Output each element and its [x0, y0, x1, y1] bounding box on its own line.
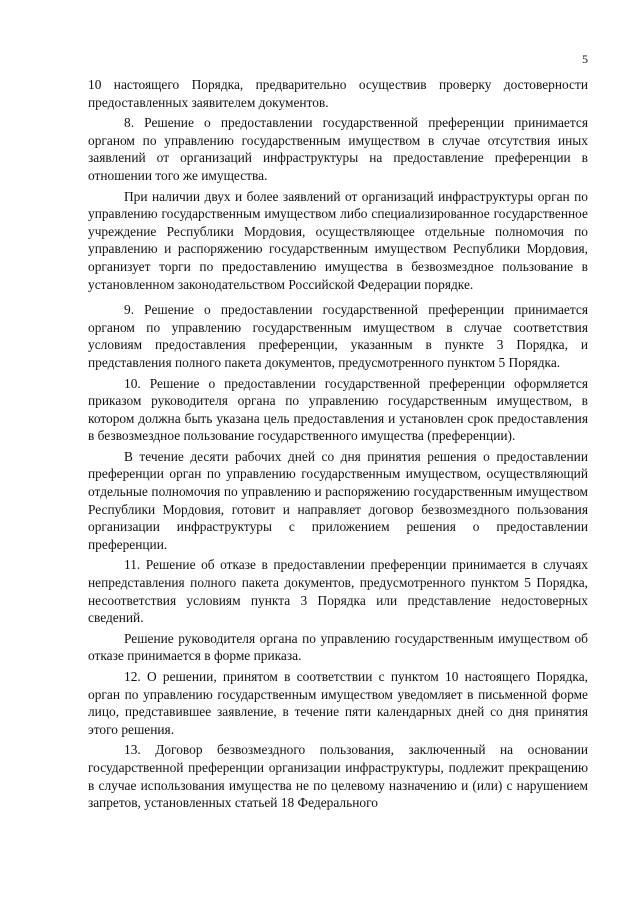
document-body — [88, 76, 588, 815]
paragraph-item-13: 13. Договор безвозмездного пользования, заключенный на основании государственной преференции организации инфраструктуры, подлежит прекращению в случае использования имущества не по целевому назначению и (или) с нарушением запретов, установленных статьей 18 Федерального — [88, 742, 588, 811]
paragraph-item-12: 12. О решении, принятом в соответствии с пунктом 10 настоящего Порядка, орган по управлению государственным имуществом уведомляет в письменной форме лицо, представившее заявление, в течение пяти календарных дней со дня принятия этого решения. — [88, 669, 588, 737]
paragraph-auction-conditions: При наличии двух и более заявлений от организаций инфраструктуры орган по управлению государственным имуществом либо специализированное государственное учреждение Республики Мордовия, осуществляющее отдельные полномочия по управлению и распоряжению государственным имуществом Республики Мордовия, организует торги по предоставлению имущества в безвозмездное пользование в установленном законодательством Российской Федерации порядке. — [88, 188, 588, 292]
paragraph-item-10: 10. Решение о предоставлении государственной преференции оформляется приказом руководителя органа по управлению государственным имуществом, в котором должна быть указана цель предоставления и установлен срок предоставления в безвозмездное пользование государственного имущества (преференции). — [88, 375, 588, 444]
paragraph-item-11: 11. Решение об отказе в предоставлении преференции принимается в случаях непредставления полного пакета документов, предусмотренного пунктом 5 Порядка, несоответствия условиям пункта 3 Порядка или представление недостоверных сведений. — [88, 557, 588, 626]
page-number: 5 — [582, 52, 588, 66]
paragraph-contract-preparation: В течение десяти рабочих дней со дня принятия решения о предоставлении преференции орган по управлению государственным имуществом, осуществляющий отдельные полномочия по управлению и распоряжению государственным имуществом Республики Мордовия, готовит и направляет договор безвозмездного пользования организации инфраструктуры с приложением решения о предоставлении преференции. — [88, 448, 588, 552]
paragraph-continuation: 10 настоящего Порядка, предварительно осуществив проверку достоверности предоставленных заявителем документов. — [88, 77, 588, 110]
paragraph-refusal-order: Решение руководителя органа по управлению государственным имуществом об отказе принимается в форме приказа. — [88, 630, 588, 664]
paragraph-item-9: 9. Решение о предоставлении государственной преференции принимается органом по управлению государственным имуществом в случае соответствия условиям предоставления преференции, указанным в пункте 3 Порядка, и представления полного пакета документов, предусмотренного пунктом 5 Порядка. — [88, 302, 588, 370]
paragraph-item-8: 8. Решение о предоставлении государственной преференции принимается органом по управлению государственным имуществом в случае отсутствия иных заявлений от организаций инфраструктуры на предоставление преференции в отношении того же имущества. — [88, 115, 588, 183]
